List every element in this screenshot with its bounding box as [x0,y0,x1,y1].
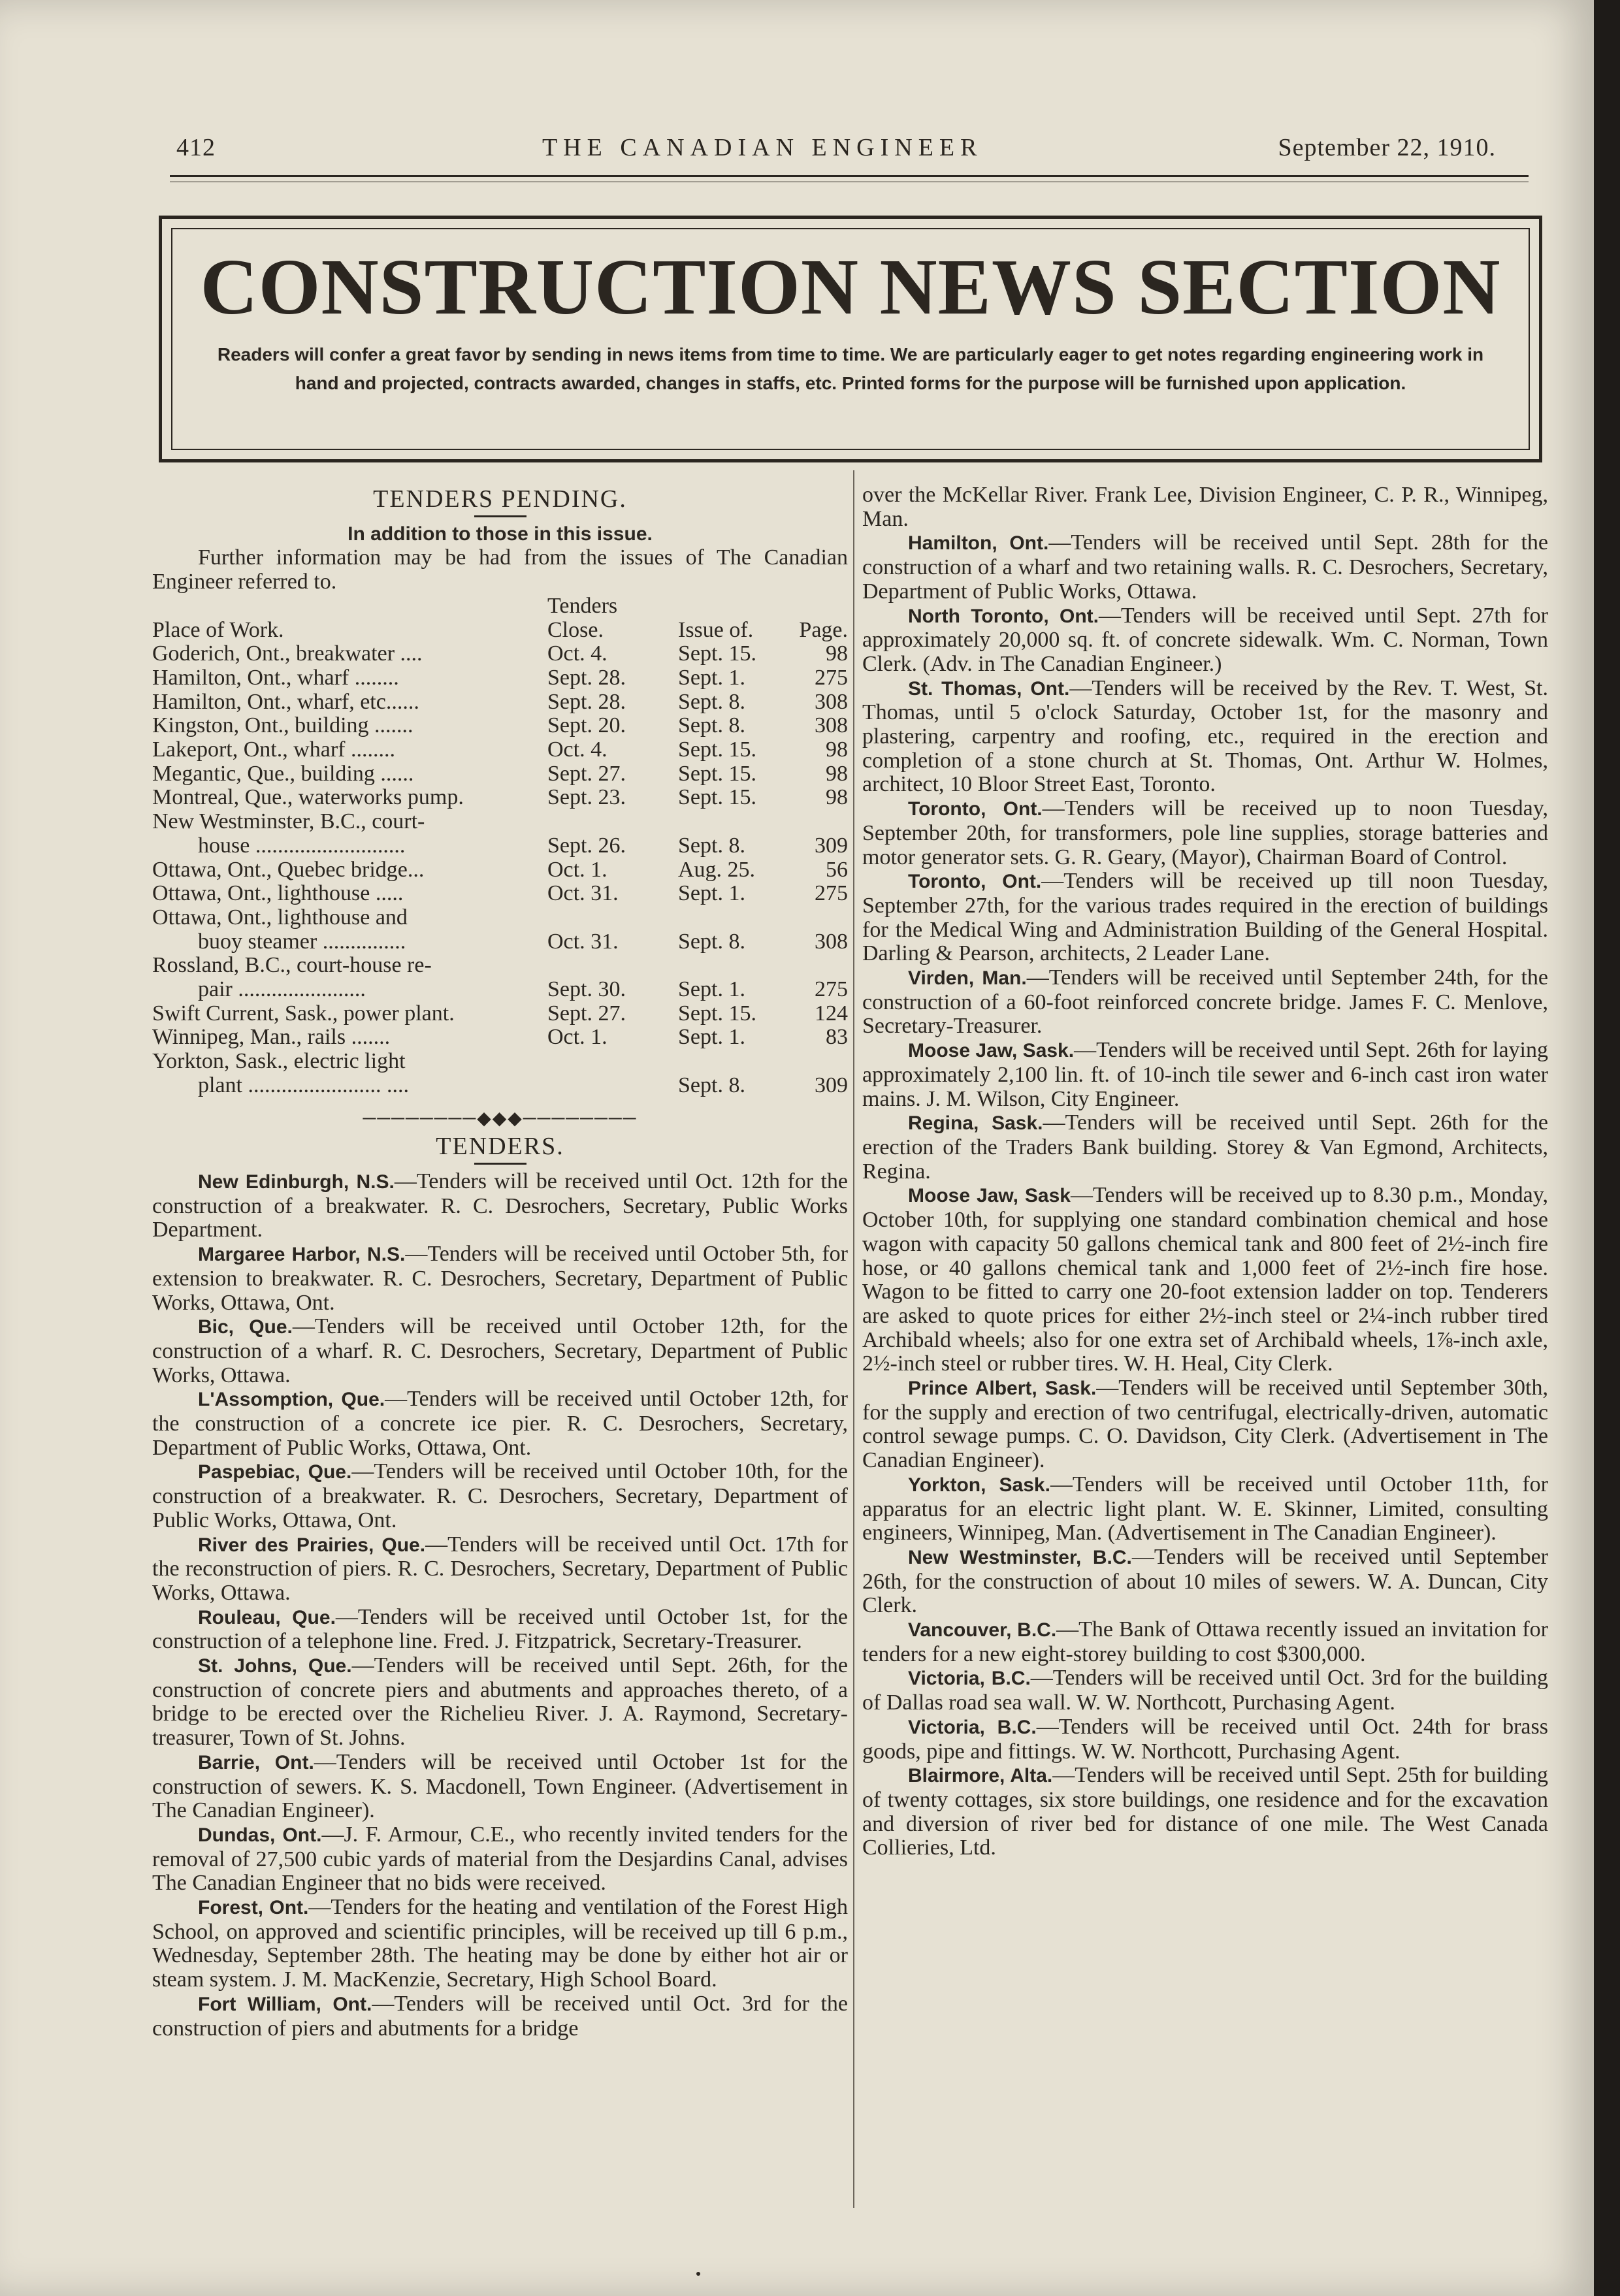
cell-place: Goderich, Ont., breakwater .... [152,641,423,666]
cell-close [547,954,678,978]
cell-page: 98 [826,737,848,762]
tender-text: —Tenders will be received until September 24th, for the construction of a 60-foot reinforced concrete bridge. James F. C. Menlove, Secretary-Treasurer. [862,965,1548,1039]
right-tender-list [862,531,1548,1860]
cell-place: Ottawa, Ont., lighthouse ..... [152,881,404,906]
cell-issue: Sept. 8. [678,689,745,714]
tender-item [862,1545,1548,1618]
tender-place: Prince Albert, Sask. [908,1378,1097,1400]
tender-item [862,531,1548,604]
tender-place: Forest, Ont. [198,1897,309,1919]
tender-place: Paspebiac, Que. [198,1461,352,1483]
table-row [152,738,848,762]
tender-item [862,677,1548,798]
table-row [152,786,848,810]
cell-page: 308 [815,929,848,954]
cell-page: 309 [815,1073,848,1097]
tender-place: Toronto, Ont. [908,871,1042,893]
tender-text: —Tenders will be received until October 1st for the construction of sewers. K. S. Macdonell, Town Engineer. (Advertisement in The Canadian Engineer). [152,1749,849,1823]
tender-text: —Tenders will be received until September 26th, for the construction of about 10 miles of sewers. W. A. Duncan, City Clerk. [862,1544,1549,1618]
col-tenders-label: Tenders [547,593,618,618]
cell-place: Rossland, B.C., court-house re- [152,953,432,978]
cell-issue: Sept. 8. [678,929,745,954]
table-row [152,714,848,738]
cell-page: 124 [815,1001,848,1026]
cell-issue: Sept. 8. [678,1073,745,1097]
cell-issue: Sept. 8. [678,713,745,738]
cell-close: Sept. 30. [547,977,626,1002]
tender-item [152,1751,848,1823]
issue-date: September 22, 1910. [1278,134,1496,161]
left-column [152,483,848,2041]
left-tender-list [152,1170,848,2041]
cell-issue: Sept. 15. [678,1001,756,1026]
cell-close: Sept. 26. [547,833,626,858]
cell-issue: Sept. 1. [678,665,745,690]
tender-item [152,1992,848,2041]
cell-issue [678,906,783,930]
tender-text: —Tenders will be received until October 12th, for the construction of a wharf. R. C. Desrochers, Secretary, Department of Public Works, Ottawa. [152,1314,848,1387]
cell-place: Winnipeg, Man., rails ....... [152,1025,391,1050]
tender-place: Dundas, Ont. [198,1824,322,1846]
cell-place: Montreal, Que., waterworks pump. [152,785,464,810]
cell-page: 275 [815,977,848,1002]
cell-issue [678,954,783,978]
tender-place: St. Thomas, Ont. [908,677,1070,700]
header-rule [170,175,1529,177]
cell-issue: Sept. 1. [678,977,745,1002]
table-row [152,642,848,666]
tender-text: —Tenders will be received until October 5th, for extension to breakwater. R. C. Desrochers, Secretary, Department of Public Works, Ottawa, Ont. [152,1242,848,1315]
cell-place: plant ........................ .... [198,1073,409,1097]
cell-page: 308 [815,713,848,738]
tender-place: New Westminster, B.C. [908,1546,1132,1568]
pending-subtitle: In addition to those in this issue. [348,523,653,545]
tender-text: —Tenders will be received until Sept. 25th for building of twenty cottages, six store buildings, one residence and for the excavation and diversion of river bed for distance of one mile. The West Canada Collieries, Ltd. [862,1763,1548,1860]
tender-item [152,1315,848,1387]
tender-text: —Tenders will be received until October 11th, for apparatus for an electric light plant. W. E. Skinner, Limited, consulting engineers, Winnipeg, Man. (Advertisement in The Canadian Engineer). [862,1472,1548,1545]
tender-text: —Tenders will be received until October 10th, for the construction of a breakwater. R. C. Desrochers, Secretary, Department of Public Works, Ottawa, Ont. [152,1459,848,1532]
tender-text: —Tenders will be received until September 30th, for the supply and erection of two centrifugal, electrically-driven, automatic control sewage pumps. C. O. Davidson, City Clerk. (Advertisement in The Canadian Engineer). [862,1376,1548,1473]
footer-dot [696,2272,700,2276]
tender-place: Rouleau, Que. [198,1606,336,1628]
cell-page: 309 [815,833,848,858]
table-row [152,954,848,978]
tender-text: —Tenders will be received until October 12th, for the construction of a concrete ice pier. R. C. Desrochers, Secretary, Department of Public Works, Ottawa, Ont. [152,1387,848,1460]
table-row [152,906,848,930]
tender-item [862,1039,1548,1111]
cell-close: Sept. 28. [547,689,626,714]
title-rule [474,1163,526,1165]
cell-close: Oct. 4. [547,641,608,666]
tender-item [152,1170,848,1242]
table-row [152,858,848,882]
running-header [176,128,1522,167]
cell-page: 98 [826,761,848,786]
tender-text: —Tenders will be received until Sept. 26th for laying approximately 2,100 lin. ft. of 10-inch tile sewer and 6-inch cast iron water mains. J. M. Wilson, City Engineer. [862,1038,1548,1111]
tender-place: St. Johns, Que. [198,1655,352,1677]
col-close: Close. [547,617,604,642]
tender-text: —Tenders will be received up till noon Tuesday, September 27th, for the various trades required in the erection of buildings for the Medical Wing and Administration Building of the General Hospital. Darling & Pearson, architects, 2 Leader Lane. [862,869,1548,966]
cell-place: Ottawa, Ont., lighthouse and [152,905,408,930]
pending-table-body [152,642,848,1097]
tender-place: Virden, Man. [908,967,1027,990]
cell-close [547,810,678,834]
cell-issue [678,810,783,834]
tender-text: —J. F. Armour, C.E., who recently invited tenders for the removal of 27,500 cubic yards of material from the Desjardins Canal, advises The Canadian Engineer that no bids were received. [152,1822,848,1896]
tender-place: Regina, Sask. [908,1112,1043,1135]
column-divider [853,470,854,2208]
tender-place: L'Assomption, Que. [198,1389,385,1411]
cell-page [783,810,848,834]
cell-close: Sept. 20. [547,713,626,738]
cell-issue: Aug. 25. [678,857,756,882]
tender-item [862,1111,1548,1184]
tender-item [152,1606,848,1654]
cell-close: Sept. 27. [547,761,626,786]
cell-close: Oct. 4. [547,737,608,762]
cell-page: 275 [815,665,848,690]
tender-place: Yorkton, Sask. [908,1474,1050,1496]
cell-place: Yorkton, Sask., electric light [152,1049,406,1074]
cell-page: 56 [826,857,848,882]
banner-text: Readers will confer a great favor by sending in news items from time to time. We are particularly eager to get notes regarding engineering work in hand and projected, contracts awarded, changes in staffs, etc. Printed forms for the purpose will be furnished upon application. [217,344,1484,393]
tender-place: Hamilton, Ont. [908,532,1049,555]
col-place: Place of Work. [152,617,284,642]
tender-place: Moose Jaw, Sask. [908,1040,1075,1062]
tender-item [862,1184,1548,1376]
tender-text: —Tenders will be received until Sept. 26th, for the construction of concrete piers and abutments and approaches thereto, of a bridge to be erected over the Richelieu River. J. A. Raymond, Secretary-treasurer, Town of St. Johns. [152,1653,848,1751]
pending-intro: Further information may be had from the issues of The Canadian Engineer referred to. [152,545,848,594]
cell-place: Swift Current, Sask., power plant. [152,1001,455,1026]
tender-item [152,1533,848,1606]
tender-text: —Tenders will be received until Oct. 12th for the construction of a breakwater. R. C. Desrochers, Secretary, Public Works Department. [152,1169,848,1242]
cell-page: 308 [815,689,848,714]
tender-place: Toronto, Ont. [908,798,1043,820]
continued-text: over the McKellar River. Frank Lee, Division Engineer, C. P. R., Winnipeg, Man. [862,483,1548,531]
tender-item [152,1654,848,1751]
cell-page: 83 [826,1025,848,1050]
section-ornament: ────────◆◆◆──────── [363,1108,638,1129]
tender-text: —Tenders will be received until Oct. 17th for the reconstruction of piers. R. C. Desrochers, Secretary, Department of Public Works, Ottawa. [152,1532,849,1605]
title-rule [474,515,526,517]
table-row [152,1026,848,1050]
tender-text: —Tenders will be received until Oct. 24th for brass goods, pipe and fittings. W. W. Northcott, Purchasing Agent. [862,1714,1548,1764]
tender-text: —Tenders will be received until October 1st, for the construction of a telephone line. Fred. J. Fitzpatrick, Secretary-Treasurer. [152,1604,848,1654]
tender-item [862,604,1548,677]
cell-close: Oct. 1. [547,1025,608,1050]
cell-place: Hamilton, Ont., wharf, etc...... [152,689,419,714]
tender-place: Victoria, B.C. [908,1716,1037,1738]
tender-item [862,1473,1548,1545]
cell-place: buoy steamer ............... [198,929,406,954]
tender-item [862,869,1548,966]
tender-place: Vancouver, B.C. [908,1619,1057,1641]
tender-place: Barrie, Ont. [198,1751,314,1773]
cell-page [783,954,848,978]
tender-item [862,1618,1548,1666]
cell-close: Oct. 1. [547,857,608,882]
tender-item [152,1823,848,1896]
tender-item [862,1764,1548,1860]
cell-place: New Westminster, B.C., court- [152,809,425,834]
tender-place: Margaree Harbor, N.S. [198,1244,406,1266]
pending-table-columns [152,619,848,643]
table-row [152,1050,848,1074]
cell-place: Hamilton, Ont., wharf ........ [152,665,399,690]
table-row [152,978,848,1002]
tender-place: River des Prairies, Que. [198,1534,426,1556]
tender-item [862,1376,1548,1473]
right-column [862,483,1548,1860]
table-row [152,762,848,786]
cell-place: Ottawa, Ont., Quebec bridge... [152,857,425,882]
tender-place: Fort William, Ont. [198,1993,372,2015]
cell-close [547,1050,678,1074]
cell-page [783,906,848,930]
cell-close [547,1074,678,1098]
cell-issue [678,1050,783,1074]
tender-place: New Edinburgh, N.S. [198,1171,395,1193]
tender-text: —Tenders will be received by the Rev. T. West, St. Thomas, until 5 o'clock Saturday, October 1st, for the masonry and plastering, carpentry and roofing, etc., required in the erection and completion of a stone church at St. Thomas, Ont. Arthur W. Holmes, architect, 10 Bloor Street East, Toronto. [862,675,1548,797]
tenders-title: TENDERS. [436,1133,564,1161]
tender-item [152,1387,848,1460]
cell-place: Lakeport, Ont., wharf ........ [152,737,396,762]
col-issue: Issue of. [678,617,754,642]
cell-close: Sept. 27. [547,1001,626,1026]
tender-item [152,1460,848,1532]
cell-page: 98 [826,785,848,810]
journal-title: THE CANADIAN ENGINEER [542,134,983,161]
cell-close: Sept. 23. [547,785,626,810]
page-edge [1594,0,1620,2296]
col-page: Page. [799,617,848,642]
tender-place: North Toronto, Ont. [908,605,1099,627]
tender-place: Blairmore, Alta. [908,1765,1053,1787]
cell-issue: Sept. 15. [678,761,756,786]
cell-close: Sept. 28. [547,665,626,690]
cell-close [547,906,678,930]
tender-item [862,966,1548,1039]
cell-issue: Sept. 8. [678,833,745,858]
tender-place: Bic, Que. [198,1316,293,1338]
tender-text: —Tenders will be received until Sept. 28th for the construction of a wharf and two retaining walls. R. C. Desrochers, Secretary, Department of Public Works, Ottawa. [862,530,1548,604]
tender-place: Moose Jaw, Sask [908,1185,1071,1207]
table-row [152,690,848,715]
tender-text: —Tenders will be received until Sept. 27th for approximately 20,000 sq. ft. of concrete sidewalk. Wm. C. Norman, Town Clerk. (Adv. in The Canadian Engineer.) [862,603,1548,676]
cell-issue: Sept. 15. [678,737,756,762]
cell-close: Oct. 31. [547,881,619,906]
table-row [152,666,848,690]
construction-news-banner [159,216,1542,462]
page-number: 412 [176,134,216,161]
tender-text: —Tenders will be received up to 8.30 p.m., Monday, October 10th, for supplying one standard combination chemical and hose wagon with capacity 50 gallons chemical tank and 800 feet of 2½-inch fire hose, or 40 gallons chemical tank and 1,000 feet of 2½-inch fire hose. Wagon to be fitted to carry one 20-foot extension ladder on top. Tenderers are asked to quote prices for either 2½-inch steel or 2¼-inch rubber tired Archibald wheels; also for one extra set of Archibald wheels, 1⅞-inch axle, 2½-inch steel or rubber tires. W. H. Heal, City Clerk. [862,1183,1548,1376]
cell-issue: Sept. 15. [678,641,756,666]
table-row [152,834,848,858]
cell-page: 98 [826,641,848,666]
tender-place: Victoria, B.C. [908,1668,1031,1690]
tender-item [152,1896,848,1992]
tender-item [862,1715,1548,1764]
cell-place: house ........................... [198,833,406,858]
cell-close: Oct. 31. [547,929,619,954]
cell-issue: Sept. 15. [678,785,756,810]
tender-item [862,1666,1548,1715]
tender-text: —Tenders will be received until Sept. 26th for the erection of the Traders Bank building. Storey & Van Egmond, Architects, Regina. [862,1110,1548,1184]
cell-place: pair ....................... [198,977,366,1002]
cell-place: Kingston, Ont., building ....... [152,713,413,738]
tender-text: —Tenders for the heating and ventilation of the Forest High School, on approved and scientific principles, will be received up till 6 p.m., Wednesday, September 28th. The heating may be done by either hot air or steam system. J. M. MacKenzie, Secretary, High School Board. [152,1895,849,1992]
cell-page: 275 [815,881,848,906]
table-row [152,1074,848,1098]
table-row [152,810,848,834]
cell-issue: Sept. 1. [678,1025,745,1050]
cell-issue: Sept. 1. [678,881,745,906]
pending-table-header [152,594,848,619]
table-row [152,930,848,954]
tender-text: —Tenders will be received up to noon Tuesday, September 20th, for transformers, pole line supplies, storage batteries and motor generator sets. G. R. Geary, (Mayor), Chairman Board of Control. [862,796,1548,869]
banner-title: CONSTRUCTION NEWS SECTION [200,243,1501,331]
tender-item [862,797,1548,869]
cell-page [783,1050,848,1074]
table-row [152,1002,848,1026]
table-row [152,882,848,906]
tender-text: —The Bank of Ottawa recently issued an invitation for tenders for a new eight-storey building to cost $300,000. [862,1617,1548,1666]
tenders-pending-title: TENDERS PENDING. [373,485,627,513]
tender-text: —Tenders will be received until Oct. 3rd for the construction of piers and abutments for a bridge [152,1991,848,2041]
tender-text: —Tenders will be received until Oct. 3rd for the building of Dallas road sea wall. W. W. Northcott, Purchasing Agent. [862,1666,1548,1715]
cell-place: Megantic, Que., building ...... [152,761,414,786]
tender-item [152,1242,848,1315]
